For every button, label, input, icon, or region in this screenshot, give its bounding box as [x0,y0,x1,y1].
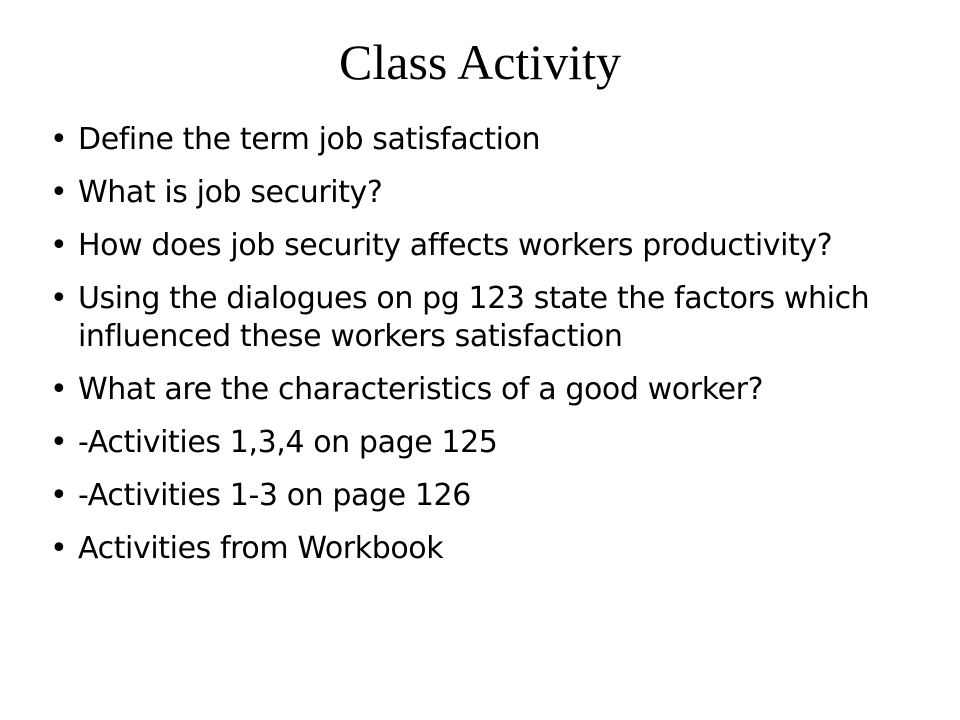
bullet-list [50,121,900,583]
list-item [50,424,900,462]
list-item [50,530,900,568]
bullet-icon: • [50,175,68,210]
bullet-text: Using the dialogues on pg 123 state the factors which influenced these workers satisfaction [78,281,870,354]
slide-title: Class Activity [339,34,621,90]
list-item [50,477,900,515]
bullet-icon: • [50,228,68,263]
bullet-text: Define the term job satisfaction [78,122,541,157]
list-item [50,121,900,159]
list-item [50,227,900,265]
bullet-icon: • [50,425,68,460]
bullet-icon: • [50,478,68,513]
bullet-text: How does job security affects workers productivity? [78,228,833,263]
bullet-icon: • [50,531,68,566]
list-item [50,280,900,356]
bullet-icon: • [50,281,68,316]
bullet-text: -Activities 1,3,4 on page 125 [78,425,498,460]
list-item [50,371,900,409]
list-item [50,174,900,212]
bullet-text: -Activities 1-3 on page 126 [78,478,471,513]
bullet-text: Activities from Workbook [78,531,444,566]
bullet-icon: • [50,122,68,157]
bullet-text: What is job security? [78,175,383,210]
bullet-icon: • [50,372,68,407]
bullet-text: What are the characteristics of a good worker? [78,372,764,407]
